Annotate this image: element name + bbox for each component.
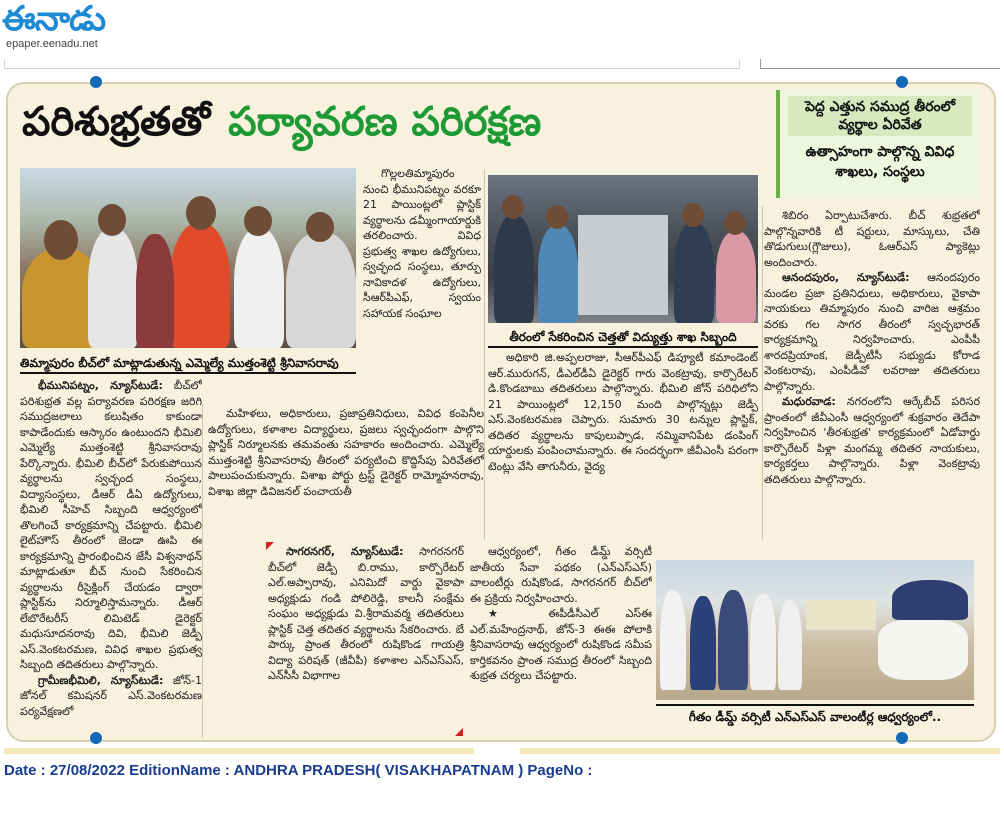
- paragraph: ఆధ్వర్యంలో, గీతం డీమ్డ్ వర్సిటీ జాతీయ సేవా పథకం (ఎన్ఎస్ఎస్) వాలంటీర్లు రుషికొండ, సాగరనగర్ బీచ్‌లో ఈ ప్రక్రియ నిర్వహించారు.: [470, 545, 652, 605]
- article-headline: [22, 92, 541, 152]
- photo-caption-nss: [656, 704, 974, 726]
- eenadu-logo[interactable]: ఈనాడు: [2, 0, 106, 39]
- paragraph: [764, 270, 980, 394]
- text-column-d1: [268, 544, 464, 736]
- paragraph: [20, 378, 202, 673]
- text-column-d2: [470, 544, 652, 736]
- dateline: ఆనందపురం, న్యూస్‌టుడే:: [782, 271, 910, 284]
- photo-caption-electricity-text: తీరంలో సేకరించిన చెత్తతో విద్యుత్తు శాఖ సిబ్బంది: [509, 330, 737, 344]
- frame-marker-dot: [896, 76, 908, 88]
- paragraph: [764, 394, 980, 487]
- text-column-a3: [208, 406, 484, 526]
- photo-caption-mla: [20, 352, 356, 374]
- text-column-c1: [764, 208, 980, 538]
- headline-part-green: పర్యావరణ పరిరక్షణ: [228, 99, 542, 145]
- column-divider: [202, 404, 203, 738]
- teaser-subtext: ఉత్సాహంగా పాల్గొన్న వివిధ శాఖలు, సంస్థలు: [805, 144, 955, 180]
- dateline: గ్రామీణభీమిలి, న్యూస్‌టుడే:: [38, 673, 164, 687]
- paragraph: మహిళలు, అధికారులు, ప్రజాప్రతినిధులు, వివిధ కంపెనీల ఉద్యోగులు, కళాశాల విద్యార్థులు, ప్రజలు స్వచ్ఛందంగా పాల్గొని ప్లాస్టిక్ నిర్మూలనకు తమవంతు సహకారం అందించారు. ఎమ్మెల్యే ముత్తంశెట్టి శ్రీనివాసరావు తీరంలో పర్యటించి కొద్దిసేపు ఏరివేతలో పాలుపంచుకున్నారు. విశాఖ పోర్టు ట్రస్ట్ డైరెక్టర్ రామ్మోహనరావు, విశాఖ జిల్లా డివిజనల్ పంచాయతీ: [208, 407, 484, 498]
- photo-caption-nss-text: గీతం డీమ్డ్ వర్సిటీ ఎన్ఎస్ఎస్ వాలంటీర్ల ఆధ్వర్యంలో..: [688, 710, 942, 724]
- photo-nss-volunteers: [656, 560, 974, 700]
- paragraph: [268, 544, 464, 684]
- adjacent-clip-edge-left: [4, 59, 740, 69]
- teaser-highlight: పెద్ద ఎత్తున సముద్ర తీరంలో వ్యర్థాల ఏరివేత: [788, 96, 972, 136]
- paragraph-body: జోన్-1 జోనల్ కమిషనర్ ఎస్.వెంకటరమణ పర్యవేక్షణలో: [20, 673, 202, 718]
- paragraph: [20, 673, 202, 720]
- page-rule-right: [520, 748, 1000, 754]
- paragraph-body: బీచ్‌లో పరిశుభ్రత వల్ల పర్యావరణ పరిరక్షణ జరిగి సముద్రజలాలు కలుషితం కాకుండా కాపాడేందుకు ఆస్కారం ఉంటుందని భీమిలి ఎమ్మెల్యే ముత్తంశెట్టి శ్రీనివాసరావు పేర్కొన్నారు. భీమిలి బీచ్‌లో పేరుకుపోయిన వ్యర్థాలను స్వచ్ఛంద సంస్థలు, విద్యాసంస్థలు, డీఆర్ డీఏ ఉద్యోగులు, భీమిలి సీహెచ్ సిబ్బంది ఆధ్వర్యంలో తొలగించే కార్యక్రమాన్ని చేపట్టారు. భీమిలి లైట్‌హౌస్ తీరంలో జెండా ఊపి ఈ కార్యక్రమాన్ని ప్రారంభించిన జేసీ విశ్వనాథన్ మాట్లాడుతూ బీచ్ నుంచి సేకరించిన వ్యర్థాలను రీసైక్లింగ్ చేయడం ద్వారా ప్లాస్టిక్‌ను నిర్మూలిస్తామన్నారు. డీఆర్ లేబొరేటరీస్ లిమిటెడ్ డైరెక్టర్ మధుసూదనరావు దివి, భీమిలి జెడ్పీ ఎస్.వెంకటరమణ, వివిధ శాఖల ప్రభుత్వ సిబ్బంది తదితరులు పాల్గొన్నారు.: [20, 379, 202, 671]
- text-column-a2: [363, 166, 481, 404]
- text-column-b1: [488, 350, 758, 540]
- photo-caption-mla-text: తిమ్మాపురం బీచ్‌లో మాట్లాడుతున్న ఎమ్మెల్యే ముత్తంశెట్టి శ్రీనివాసరావు: [20, 356, 339, 370]
- paragraph-body: నగరంలోని ఆర్కేబీచ్ పరిసర ప్రాంతంలో జీవీఎంసీ ఆధ్వర్యంలో శుక్రవారం తెదేపా నిర్వహించిన 'తీరశుభ్రత' కార్యక్రమంలో ఏడోవార్డు కార్పొరేటర్ పిళ్లా మంగమ్మ తదితర నాయకులు, కార్యకర్తలు పాల్గొన్నారు. పిళ్లా వెంకట్రావు తదితరులు పాల్గొన్నారు.: [764, 395, 980, 486]
- frame-marker-dot: [90, 76, 102, 88]
- headline-part-black: పరిశుభ్రతతో: [22, 99, 211, 145]
- column-divider: [484, 170, 485, 540]
- paragraph: అధికారి జి.అప్పలరాజు, సీఆర్‌పీఎఫ్ డిప్యూటీ కమాండెంట్ ఆర్.మురుగన్, డీఎల్‌డీఏ డైరెక్టర్ గారు వెంకట్రావు, కార్పొరేటర్ డి.కొండబాబు తదితరులు పాల్గొన్నారు. భీమిలి జోన్ పరిధిలోని 21 పాయింట్లలో 12,150 మంది పాల్గొన్నట్లు జెడ్పీ ఎస్.వెంకటరమణ చెప్పారు. సుమారు 30 టన్నుల ప్లాస్టిక్, తదితర వ్యర్థాలను కాపులుప్పాడ, నమ్మివానిపేట డంపింగ్ యార్డులకు పంపించామన్నారు. ఈ సందర్భంగా జీవీఎంసీ పరంగా టెంట్లు వేసి తాగునీరు, వైద్య: [488, 351, 758, 473]
- paragraph: గొల్లలతిమ్మాపురం నుంచి భీమునిపట్నం వరకూ 21 పాయింట్లలో ప్లాస్టిక్ వ్యర్థాలను డమ్మీంగాయార్డుకి తరలించారు. వివిధ ప్రభుత్వ శాఖల ఉద్యోగులు, స్వచ్ఛంద సంస్థలు, తూర్పు నావికాదళ ఉద్యోగులు, సీఆర్‌పీఎఫ్, స్వయం సహాయక సంఘాల: [363, 167, 481, 320]
- epaper-url[interactable]: epaper.eenadu.net: [6, 38, 98, 50]
- page-rule-left: [4, 748, 474, 754]
- photo-mla-speaking: [20, 168, 356, 348]
- teaser-box: [776, 90, 980, 198]
- paragraph: ★ ఈపీడీసీఎల్ ఎస్ఈ ఎల్.మహేంద్రనాథ్, జోన్-3 ఈఈ పోలాకి శ్రీనివాసరావు ఆధ్వర్యంలో రుషికొండ సమీప కార్తికవనం ప్రాంత సముద్ర తీరంలో సిబ్బంది శుభ్రత చర్యలు చేపట్టారు.: [470, 607, 652, 682]
- photo-electricity-staff: [488, 175, 758, 323]
- subbox-corner-marker: [455, 728, 463, 736]
- dateline: సాగరనగర్, న్యూస్‌టుడే:: [286, 545, 404, 558]
- paragraph-body: సాగరనగర్ బీచ్‌లో జెడ్పీ బి.రాము, కార్పొరేటర్ ఎల్.అప్పారావు, ఎనిమిదో వార్డు వైకాపా అధ్యక్షుడు గండి పోలిరెడ్డి, కాలనీ సంక్షేమ సంఘం అధ్యక్షుడు వి.శ్రీరామవర్మ తదితరులు ప్లాస్టిక్ చెత్త తదితర వ్యర్థాలను సేకరించారు. బే పార్కు ప్రాంత తీరంలో రుషికొండ గాయత్రి విద్యా పరిషత్ (జీవీపీ) కళాశాల ఎన్ఎస్ఎస్, ఎన్‌సీసీ విభాగాల: [268, 545, 464, 682]
- paragraph-body: ఆనందపురం మండల ప్రజా ప్రతినిధులు, అధికారులు, వైకాపా నాయకులు తిమ్మాపురం నుంచి వారిజ ఆశ్రమం వరకు గల సాగర తీరంలో స్వచ్ఛభారత్ కార్యక్రమాన్ని నిర్వహించారు. ఎంపీపీ శారదప్రియాంక, జెడ్పీటీసీ సభ్యుడు కోరాడ వెంకటరావు, ఎంపీడీవో లవరాజు తదితరులు పాల్గొన్నారు.: [764, 271, 980, 393]
- masthead: [0, 0, 1004, 58]
- dateline: మధురవాడ:: [782, 395, 836, 408]
- text-column-a1: [20, 378, 202, 738]
- column-divider: [762, 206, 763, 540]
- adjacent-clip-edge-right: [760, 59, 1000, 69]
- photo-caption-electricity: [488, 326, 758, 348]
- edition-footer: Date : 27/08/2022 EditionName : ANDHRA PRADESH( VISAKHAPATNAM ) PageNo :: [4, 762, 593, 779]
- frame-marker-dot: [896, 732, 908, 744]
- paragraph: శిబిరం ఏర్పాటుచేశారు. బీచ్ శుభ్రతలో పాల్గొన్నవారికి టీ షర్టులు, మాస్కులు, చేతి తొడుగులు(గ్లౌజులు), ఓఆర్ఎస్ ప్యాకెట్లు అందించారు.: [764, 209, 980, 269]
- dateline: భీమునిపట్నం, న్యూస్‌టుడే:: [38, 379, 163, 392]
